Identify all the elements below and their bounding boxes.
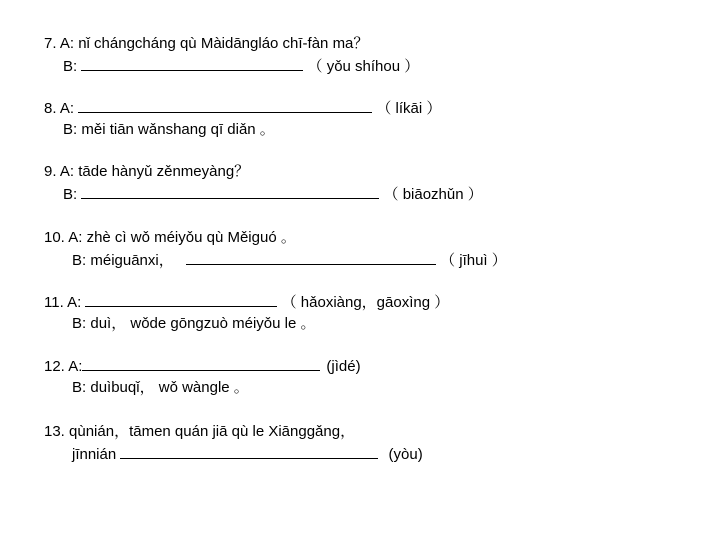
- hint-word: （ yǒu shíhou ）: [307, 58, 420, 75]
- item-10-line-a: [44, 228, 296, 248]
- item-7-line-b: [63, 56, 419, 76]
- speaker-label: B:: [72, 379, 87, 396]
- answer-blank[interactable]: [85, 292, 277, 307]
- sentence-text: duìbuqǐ， wǒ wàngle 。: [90, 379, 249, 396]
- hint-word: （ hǎoxiàng，gāoxìng ）: [281, 294, 450, 311]
- item-11-line-a: [44, 292, 449, 312]
- speaker-label: A:: [67, 294, 82, 311]
- speaker-label: A:: [68, 229, 83, 246]
- sentence-text: tāde hànyǔ zěnmeyàng？: [78, 163, 250, 180]
- speaker-label: B:: [63, 186, 78, 203]
- item-8-line-b: [63, 120, 275, 140]
- hint-word: （ jīhuì ）: [440, 252, 507, 269]
- item-11-line-b: [72, 314, 316, 334]
- answer-blank[interactable]: [78, 98, 372, 113]
- item-12-line-a: [44, 356, 361, 376]
- speaker-label: A:: [59, 100, 75, 117]
- sentence-text: měi tiān wǎnshang qī diǎn 。: [81, 121, 275, 138]
- sentence-text: qùnián，tāmen quán jiā qù le Xiānggǎng，: [69, 423, 356, 440]
- item-number: 13.: [44, 423, 65, 440]
- answer-blank[interactable]: [81, 184, 379, 199]
- hint-word: (yòu): [388, 446, 423, 463]
- speaker-label: B:: [72, 252, 87, 269]
- item-9-line-a: [44, 162, 249, 182]
- hint-word: (jìdé): [326, 358, 361, 375]
- answer-blank[interactable]: [82, 356, 320, 371]
- item-9-line-b: [63, 184, 483, 204]
- item-number: 9.: [44, 163, 57, 180]
- sentence-text: zhè cì wǒ méiyǒu qù Měiguó 。: [86, 229, 296, 246]
- item-12-line-b: [72, 378, 249, 398]
- speaker-label: B:: [63, 58, 78, 75]
- item-8-line-a: [44, 98, 441, 118]
- item-number: 7.: [44, 35, 57, 52]
- sentence-text: duì， wǒde gōngzuò méiyǒu le 。: [90, 315, 316, 332]
- speaker-label: A:: [59, 163, 75, 180]
- item-number: 12.: [44, 358, 65, 375]
- item-number: 10.: [44, 229, 65, 246]
- speaker-label: A:: [59, 35, 75, 52]
- item-number: 8.: [44, 100, 57, 117]
- hint-word: （ biāozhǔn ）: [383, 186, 483, 203]
- item-13-line-b: [72, 444, 423, 464]
- hint-word: （ líkāi ）: [376, 100, 442, 117]
- item-10-line-b: [72, 250, 507, 270]
- speaker-label: B:: [63, 121, 78, 138]
- item-13-line-a: [44, 422, 355, 442]
- sentence-text: jīnnián: [72, 446, 117, 463]
- answer-blank[interactable]: [186, 250, 436, 265]
- answer-blank[interactable]: [81, 56, 303, 71]
- item-number: 11.: [44, 294, 64, 311]
- sentence-text: méiguānxi，: [90, 252, 174, 269]
- answer-blank[interactable]: [120, 444, 378, 459]
- speaker-label: B:: [72, 315, 87, 332]
- item-7-line-a: [44, 34, 368, 54]
- speaker-label: A:: [68, 358, 83, 375]
- sentence-text: nǐ chángcháng qù Màidāngláo chī-fàn ma？: [78, 35, 369, 52]
